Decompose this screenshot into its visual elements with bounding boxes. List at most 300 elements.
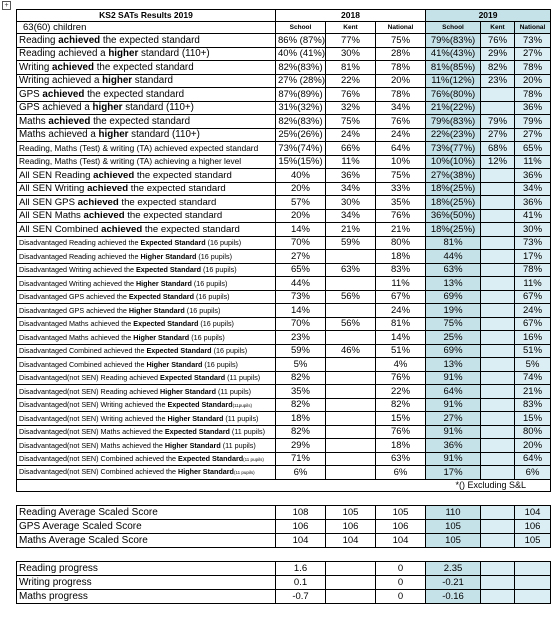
row-label: [17, 236, 276, 250]
table-cell: 30%: [515, 223, 551, 237]
table-cell: [481, 196, 515, 210]
label-text: Reading, Maths (Test) & writing (TA) achieved expected standard: [19, 142, 259, 153]
table-cell: 21%: [515, 385, 551, 399]
table-cell: 6%: [515, 466, 551, 480]
footnote: *() Excluding S&L: [276, 479, 551, 491]
label-text: standard (110+): [122, 102, 194, 114]
label-text: the expected standard: [134, 169, 232, 181]
table-cell: 21%: [326, 223, 376, 237]
row-label: [17, 263, 276, 277]
table-cell: 34%: [326, 209, 376, 223]
label-text: Disadvantaged(not SEN) Reading achieved: [19, 386, 161, 396]
row-label: [17, 128, 276, 142]
row-label: [17, 47, 276, 61]
row-label: [17, 169, 276, 183]
table-row: [17, 331, 551, 345]
table-cell: 77%: [326, 34, 376, 48]
year-2018-header: 2018: [276, 10, 426, 22]
table-cell: 79%(83%): [426, 34, 481, 48]
table-cell: 0: [376, 589, 426, 603]
table-cell: 5%: [276, 358, 326, 372]
label-text: Reading achieved a: [19, 48, 109, 60]
table-cell: 104: [276, 533, 326, 547]
table-cell: [481, 371, 515, 385]
cohort-label: 63(60) children: [17, 22, 276, 34]
table-cell: 11%(12%): [426, 74, 481, 88]
row-label: [17, 466, 276, 480]
table-cell: 24%: [376, 304, 426, 318]
table-cell: 31%(32%): [276, 101, 326, 115]
table-cell: 14%: [276, 223, 326, 237]
table-cell: 80%: [376, 236, 426, 250]
table-row: [17, 452, 551, 466]
table-cell: [326, 425, 376, 439]
table-cell: 0.1: [276, 575, 326, 589]
table-cell: 63%: [326, 263, 376, 277]
table-cell: [481, 398, 515, 412]
table-cell: 59%: [326, 236, 376, 250]
label-emphasis: Higher Standard: [135, 278, 192, 288]
table-cell: 82%: [276, 425, 326, 439]
row-label: [17, 344, 276, 358]
table-cell: 34%: [515, 182, 551, 196]
table-cell: 104: [326, 533, 376, 547]
table-cell: -0.7: [276, 589, 326, 603]
table-cell: 35%: [376, 196, 426, 210]
table-row: [17, 358, 551, 372]
table-move-handle-icon[interactable]: +: [2, 1, 11, 10]
table-cell: 108: [276, 505, 326, 519]
table-cell: 104: [376, 533, 426, 547]
col-header: National: [376, 22, 426, 34]
table-cell: 87%(89%): [276, 88, 326, 102]
note-spacer: [17, 479, 276, 491]
table-cell: 21%: [376, 223, 426, 237]
table-cell: 76%: [376, 425, 426, 439]
table-cell: 70%: [276, 317, 326, 331]
table-cell: [326, 466, 376, 480]
table-cell: 75%: [426, 317, 481, 331]
table-cell: 106: [376, 519, 426, 533]
label-emphasis: Higher Standard: [164, 440, 221, 450]
table-cell: 20%: [376, 74, 426, 88]
table-cell: 25%: [426, 331, 481, 345]
table-row: [17, 182, 551, 196]
table-cell: 1.6: [276, 561, 326, 575]
table-cell: [326, 412, 376, 426]
table-cell: 75%: [376, 169, 426, 183]
table-cell: 81%: [376, 317, 426, 331]
table-cell: 63%: [376, 452, 426, 466]
table-cell: 20%: [515, 74, 551, 88]
label-text: (16 pupils): [205, 238, 242, 248]
table-cell: 0: [376, 575, 426, 589]
label-text: Reading: [19, 34, 59, 46]
table-cell: 4%: [376, 358, 426, 372]
label-text: Disadvantaged Reading achieved the: [19, 251, 141, 261]
table-cell: 35%: [276, 385, 326, 399]
row-label: [17, 223, 276, 237]
label-text: Disadvantaged Maths achieved the: [19, 332, 134, 342]
row-label: [17, 425, 276, 439]
table-cell: [481, 317, 515, 331]
table-row: [17, 209, 551, 223]
label-text: (11 pupils): [225, 373, 261, 383]
table-cell: 83%: [376, 263, 426, 277]
col-header: Kent: [481, 22, 515, 34]
table-cell: 27%: [276, 250, 326, 264]
table-row: [17, 115, 551, 129]
table-cell: 51%: [515, 344, 551, 358]
table-cell: 27%: [515, 47, 551, 61]
table-cell: 76%: [376, 115, 426, 129]
label-emphasis: higher: [92, 102, 123, 114]
table-row: [17, 34, 551, 48]
label-text: All SEN Writing: [19, 183, 88, 195]
table-row: [17, 196, 551, 210]
label-text: Disadvantaged Combined achieved the: [19, 346, 147, 356]
table-cell: 21%(22%): [426, 101, 481, 115]
table-cell: 78%: [376, 88, 426, 102]
table-cell: [515, 589, 551, 603]
table-cell: 76%: [376, 209, 426, 223]
table-cell: 65%: [515, 142, 551, 156]
table-cell: 15%: [376, 412, 426, 426]
table-row: [17, 155, 551, 169]
table-cell: 6%: [376, 466, 426, 480]
spacer-row: [17, 491, 551, 505]
label-emphasis: Expected Standard: [164, 427, 230, 437]
table-cell: 82%(83%): [276, 115, 326, 129]
row-label: [17, 209, 276, 223]
label-text: (16 pupils): [198, 319, 234, 329]
label-text: Disadvantaged(not SEN) Maths achieved the: [19, 440, 165, 450]
row-label: [17, 277, 276, 291]
label-text: (16 pupils): [184, 305, 221, 315]
table-cell: 67%: [515, 290, 551, 304]
table-cell: -0.16: [426, 589, 481, 603]
label-text: Disadvantaged(not SEN) Combined achieved the: [19, 453, 179, 463]
table-cell: 73%: [515, 34, 551, 48]
label-text: Disadvantaged(not SEN) Combined achieved the: [19, 467, 179, 477]
table-cell: [326, 304, 376, 318]
table-cell: 11%: [376, 277, 426, 291]
table-cell: 106: [326, 519, 376, 533]
label-text: the expected standard: [84, 88, 185, 100]
row-label: [17, 385, 276, 399]
table-cell: 75%: [376, 34, 426, 48]
table-cell: 22%: [376, 385, 426, 399]
table-cell: 33%: [376, 182, 426, 196]
table-cell: 23%: [276, 331, 326, 345]
table-cell: 68%: [481, 142, 515, 156]
table-cell: 27% (28%): [276, 74, 326, 88]
label-text: (11 pupils): [223, 413, 259, 423]
table-cell: 76%: [326, 88, 376, 102]
label-emphasis: achieved: [48, 115, 91, 127]
label-text: Disadvantaged Writing achieved the: [19, 265, 136, 275]
label-text: the expected standard: [118, 196, 217, 208]
table-cell: [515, 575, 551, 589]
table-cell: -0.21: [426, 575, 481, 589]
table-cell: 79%: [481, 115, 515, 129]
label-text: (11 pupils): [243, 456, 264, 462]
table-cell: 36%(50%): [426, 209, 481, 223]
table-cell: [481, 223, 515, 237]
table-cell: [481, 385, 515, 399]
table-cell: 40%: [276, 169, 326, 183]
table-cell: [481, 209, 515, 223]
table-cell: [326, 277, 376, 291]
table-cell: 44%: [276, 277, 326, 291]
label-text: (16 pupils): [194, 292, 230, 302]
table-cell: 82%: [481, 61, 515, 75]
row-label: [17, 452, 276, 466]
row-label: [17, 250, 276, 264]
label-emphasis: achieved: [52, 61, 94, 73]
label-text: (11 pupils): [229, 427, 265, 437]
table-cell: 51%: [376, 344, 426, 358]
label-text: Writing achieved a: [19, 75, 103, 87]
table-row: [17, 250, 551, 264]
table-cell: 78%: [515, 263, 551, 277]
table-row: [17, 344, 551, 358]
table-cell: 12%: [481, 155, 515, 169]
label-text: the expected standard: [124, 210, 223, 222]
table-cell: 65%: [276, 263, 326, 277]
table-cell: [481, 505, 515, 519]
table-row: [17, 519, 551, 533]
row-label: [17, 358, 276, 372]
label-emphasis: achieved: [101, 223, 143, 235]
label-emphasis: Higher Standard: [128, 305, 185, 315]
label-text: (16 pupils): [191, 278, 228, 288]
row-label: [17, 155, 276, 169]
label-text: Maths: [19, 115, 49, 127]
table-row: [17, 317, 551, 331]
table-cell: 6%: [276, 466, 326, 480]
table-cell: [326, 371, 376, 385]
table-cell: [481, 412, 515, 426]
table-cell: 27%: [515, 128, 551, 142]
table-cell: 46%: [326, 344, 376, 358]
table-row: [17, 533, 551, 547]
table-cell: 105: [515, 533, 551, 547]
table-cell: 0: [376, 561, 426, 575]
table-cell: 76%(80%): [426, 88, 481, 102]
table-cell: 27%(38%): [426, 169, 481, 183]
table-cell: [481, 169, 515, 183]
table-cell: [481, 589, 515, 603]
table-cell: [326, 398, 376, 412]
table-cell: 30%: [326, 196, 376, 210]
table-cell: 106: [515, 519, 551, 533]
table-cell: 40% (41%): [276, 47, 326, 61]
table-cell: 91%: [426, 371, 481, 385]
table-cell: 78%: [515, 88, 551, 102]
table-cell: 63%: [426, 263, 481, 277]
label-text: (11 pupils): [233, 470, 255, 476]
table-row: [17, 398, 551, 412]
row-label: [17, 331, 276, 345]
label-text: Disadvantaged Combined achieved the: [19, 359, 147, 369]
table-cell: 82%(83%): [276, 61, 326, 75]
table-cell: [481, 263, 515, 277]
table-cell: 91%: [426, 398, 481, 412]
row-label: [17, 317, 276, 331]
table-cell: [481, 466, 515, 480]
label-text: (16 pupils): [202, 359, 238, 369]
col-header: National: [515, 22, 551, 34]
row-label: Reading Average Scaled Score: [17, 505, 276, 519]
table-cell: 24%: [326, 128, 376, 142]
label-emphasis: higher: [108, 48, 139, 60]
row-label: [17, 304, 276, 318]
table-cell: 16%: [515, 331, 551, 345]
table-cell: 74%: [515, 371, 551, 385]
table-cell: 30%: [326, 47, 376, 61]
row-label: [17, 290, 276, 304]
table-row: [17, 128, 551, 142]
table-cell: 24%: [376, 128, 426, 142]
label-emphasis: Higher Standard: [133, 332, 190, 342]
table-cell: 18%: [376, 250, 426, 264]
row-label: [17, 74, 276, 88]
table-row: [17, 505, 551, 519]
spacer-row: [17, 547, 551, 561]
table-row: [17, 277, 551, 291]
table-cell: 82%: [376, 398, 426, 412]
label-text: GPS achieved a: [19, 102, 93, 114]
label-text: (11 pupils): [220, 440, 256, 450]
table-row: [17, 561, 551, 575]
label-text: Disadvantaged GPS achieved the: [19, 305, 129, 315]
table-cell: 104: [515, 505, 551, 519]
table-cell: 22%: [326, 74, 376, 88]
table-cell: 36%: [515, 169, 551, 183]
col-header: Kent: [326, 22, 376, 34]
table-cell: 19%: [426, 304, 481, 318]
table-cell: 75%: [326, 115, 376, 129]
row-label: [17, 371, 276, 385]
table-cell: [481, 439, 515, 453]
label-emphasis: Expected Standard: [135, 265, 202, 275]
table-cell: 10%: [376, 155, 426, 169]
table-cell: 82%: [276, 371, 326, 385]
label-emphasis: Expected Standard: [167, 399, 233, 409]
table-cell: 80%: [515, 425, 551, 439]
table-row: [17, 236, 551, 250]
note-row: [17, 479, 551, 491]
table-row: [17, 425, 551, 439]
label-text: standard: [132, 75, 173, 87]
label-text: Disadvantaged(not SEN) Reading achieved: [19, 373, 161, 383]
row-label: Writing progress: [17, 575, 276, 589]
table-row: [17, 61, 551, 75]
row-label: [17, 34, 276, 48]
table-cell: 32%: [326, 101, 376, 115]
table-cell: 41%(43%): [426, 47, 481, 61]
label-text: standard (110+): [138, 48, 210, 60]
label-text: (16 pupils): [189, 332, 225, 342]
table-cell: [481, 425, 515, 439]
label-emphasis: Higher Standard: [160, 386, 216, 396]
table-cell: 76%: [376, 371, 426, 385]
table-cell: [326, 250, 376, 264]
table-cell: 20%: [276, 182, 326, 196]
label-text: Disadvantaged Writing achieved the: [19, 278, 136, 288]
table-cell: [481, 575, 515, 589]
label-text: Writing: [19, 61, 53, 73]
table-cell: 105: [376, 505, 426, 519]
label-emphasis: higher: [102, 75, 133, 87]
table-cell: 73%: [515, 236, 551, 250]
table-cell: 36%: [515, 101, 551, 115]
table-cell: 73%(77%): [426, 142, 481, 156]
col-header: School: [276, 22, 326, 34]
table-cell: 56%: [326, 290, 376, 304]
label-emphasis: Expected Standard: [146, 346, 212, 356]
table-cell: 81%(85%): [426, 61, 481, 75]
page-title: KS2 SATs Results 2019: [17, 10, 276, 22]
table-cell: [481, 561, 515, 575]
table-cell: 24%: [515, 304, 551, 318]
label-text: (16 pupils): [201, 265, 237, 275]
table-cell: 71%: [276, 452, 326, 466]
label-text: All SEN Combined: [19, 223, 102, 235]
table-cell: 86% (87%): [276, 34, 326, 48]
table-cell: 66%: [326, 142, 376, 156]
label-emphasis: Higher Standard: [167, 413, 224, 423]
row-label: [17, 61, 276, 75]
label-text: Disadvantaged Reading achieved the: [19, 238, 141, 248]
label-emphasis: achieved: [42, 88, 85, 100]
table-cell: 78%: [515, 61, 551, 75]
table-cell: [481, 290, 515, 304]
table-cell: 91%: [426, 452, 481, 466]
table-row: [17, 589, 551, 603]
table-cell: [481, 331, 515, 345]
table-cell: 64%: [426, 385, 481, 399]
table-row: [17, 142, 551, 156]
table-cell: 79%(83%): [426, 115, 481, 129]
table-cell: 29%: [276, 439, 326, 453]
table-cell: 27%: [481, 128, 515, 142]
table-cell: 20%: [276, 209, 326, 223]
table-cell: 13%: [426, 277, 481, 291]
label-emphasis: Expected Standard: [133, 319, 199, 329]
label-text: Disadvantaged(not SEN) Maths achieved the: [19, 427, 165, 437]
table-cell: [326, 331, 376, 345]
label-text: All SEN Reading: [19, 169, 94, 181]
table-cell: 67%: [376, 290, 426, 304]
table-cell: 11%: [515, 277, 551, 291]
results-table: [16, 9, 551, 604]
table-cell: [326, 589, 376, 603]
table-cell: [481, 344, 515, 358]
table-cell: 81%: [426, 236, 481, 250]
label-text: standard (110+): [128, 129, 200, 141]
table-cell: [326, 385, 376, 399]
label-emphasis: achieved: [77, 196, 119, 208]
table-cell: 106: [276, 519, 326, 533]
table-cell: 69%: [426, 344, 481, 358]
table-cell: 10%(10%): [426, 155, 481, 169]
table-cell: 11%: [326, 155, 376, 169]
label-text: the expected standard: [128, 183, 226, 195]
table-cell: 79%: [515, 115, 551, 129]
row-label: [17, 196, 276, 210]
